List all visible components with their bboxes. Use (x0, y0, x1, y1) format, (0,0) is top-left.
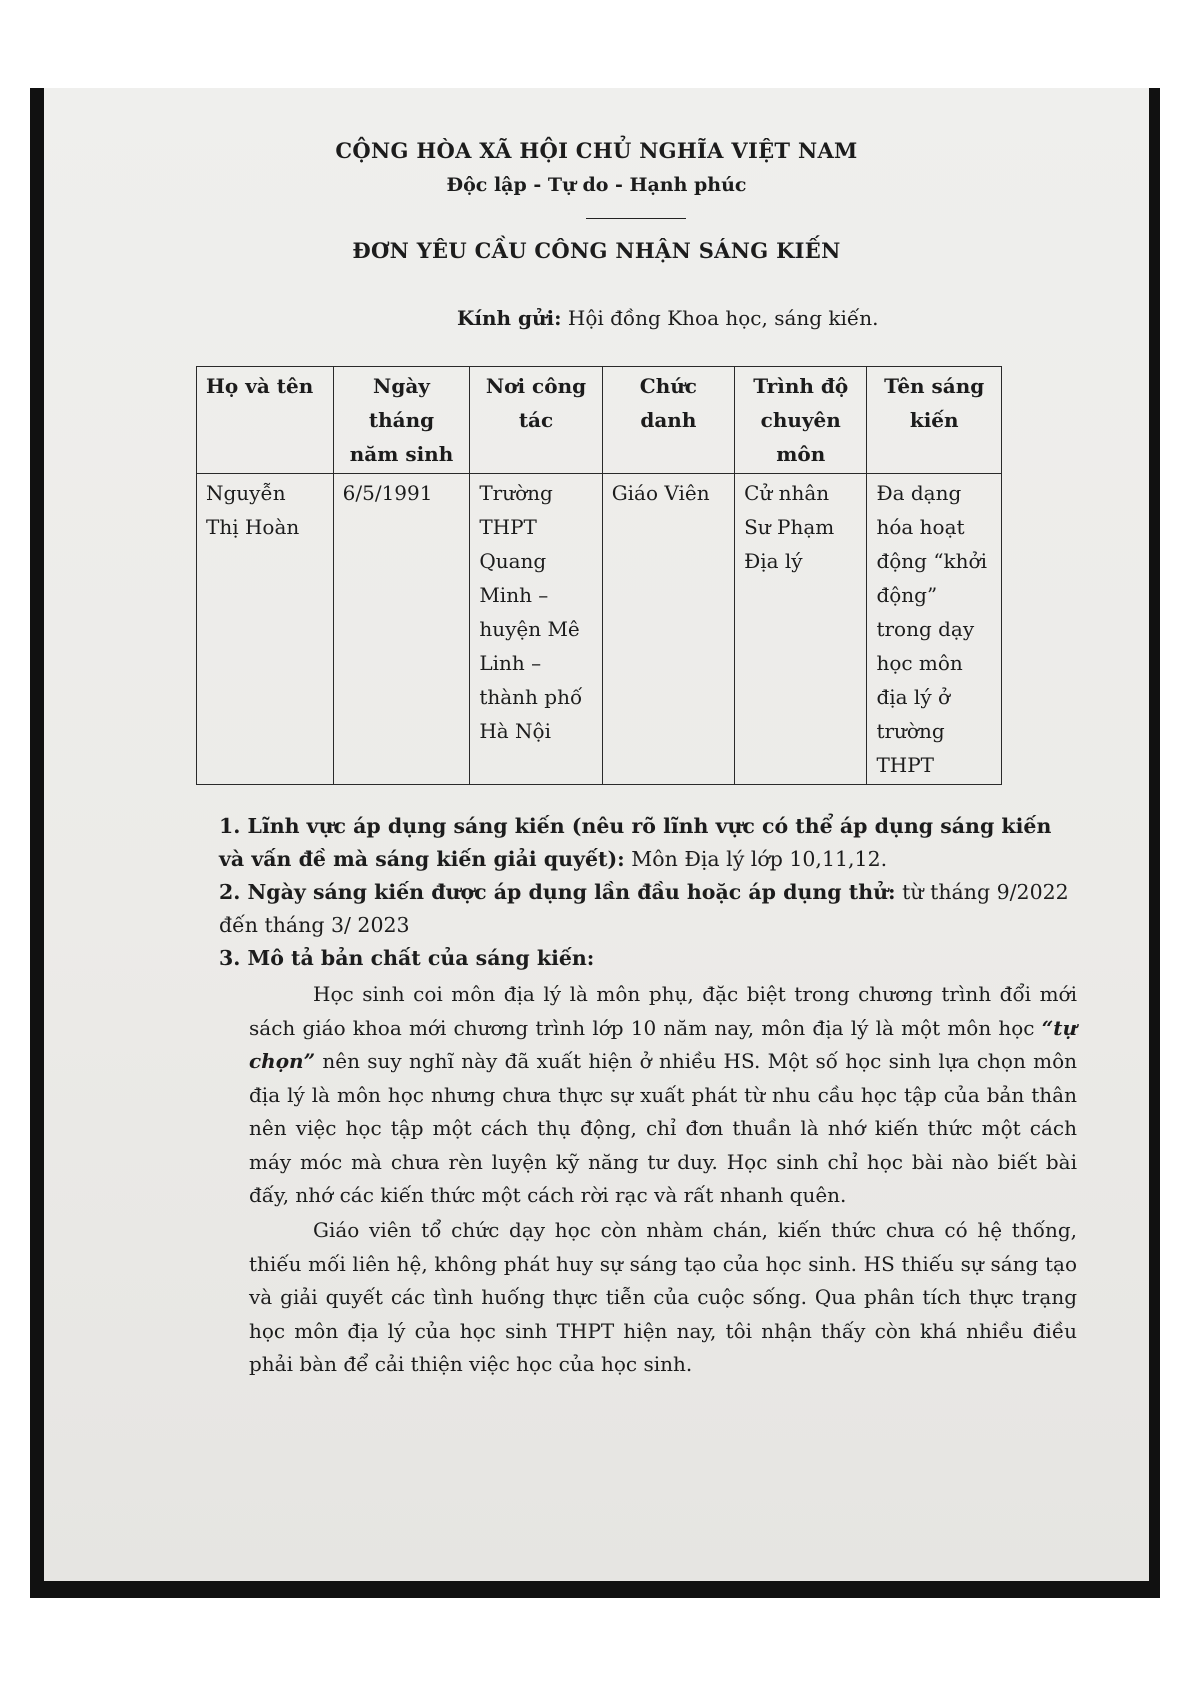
header-workplace: Nơi công tác (470, 367, 602, 474)
section-1-label: 1. Lĩnh vực áp dụng sáng kiến (nêu rõ lĩnh vực có thể áp dụng sáng kiến và vấn đề mà sáng kiến giải quyết): (219, 814, 1052, 871)
section-2 (219, 876, 1077, 942)
document-title: ĐƠN YÊU CẦU CÔNG NHẬN SÁNG KIẾN (352, 238, 841, 263)
greeting-label: Kính gửi: (457, 306, 562, 330)
author-info-table (196, 366, 1002, 785)
header-qualification: Trình độ chuyên môn (735, 367, 867, 474)
document-page (44, 88, 1149, 1581)
paragraph-1-emphasis: “tự chọn” (249, 1015, 1077, 1073)
cell-initiative-name: Đa dạng hóa hoạt động “khởi động” trong dạy học môn địa lý ở trường THPT (867, 474, 1002, 785)
greeting-line (457, 306, 878, 330)
header-initiative-name: Tên sáng kiến (867, 367, 1002, 474)
cell-birthdate: 6/5/1991 (333, 474, 470, 785)
paragraph-1-part-b: nên suy nghĩ này đã xuất hiện ở nhiều HS. Một số học sinh lựa chọn môn địa lý là môn học nhưng chưa thực sự xuất phát từ nhu cầu học tập của bản thân nên việc học tập một cách thụ động, chỉ đơn thuần là nhớ kiến thức một cách máy móc mà chưa rèn luyện kỹ năng tư duy. Học sinh chỉ học bài nào biết bài đấy, nhớ các kiến thức một cách rời rạc và rất nhanh quên. (249, 1049, 1077, 1207)
section-3-label: 3. Mô tả bản chất của sáng kiến: (219, 946, 595, 970)
cell-workplace: Trường THPT Quang Minh – huyện Mê Linh – thành phố Hà Nội (470, 474, 602, 785)
section-2-value: từ tháng 9/2022 đến tháng 3/ 2023 (219, 880, 1069, 937)
table-row (197, 474, 1002, 785)
header-birthdate: Ngày tháng năm sinh (333, 367, 470, 474)
motto-heading: Độc lập - Tự do - Hạnh phúc (446, 174, 747, 196)
section-1-value: Môn Địa lý lớp 10,11,12. (631, 847, 888, 871)
document-photo (30, 88, 1160, 1598)
header-name: Họ và tên (197, 367, 334, 474)
greeting-recipient: Hội đồng Khoa học, sáng kiến. (567, 306, 879, 330)
table-header-row (197, 367, 1002, 474)
header-position: Chức danh (602, 367, 734, 474)
heading-divider (586, 218, 686, 219)
cell-position: Giáo Viên (602, 474, 734, 785)
description-paragraph-1 (249, 978, 1077, 1213)
cell-name: Nguyễn Thị Hoàn (197, 474, 334, 785)
paragraph-1-part-a: Học sinh coi môn địa lý là môn phụ, đặc biệt trong chương trình đổi mới sách giáo khoa mới chương trình lớp 10 năm nay, môn địa lý là một môn học (249, 982, 1077, 1040)
cell-qualification: Cử nhân Sư Phạm Địa lý (735, 474, 867, 785)
section-1 (219, 810, 1077, 876)
description-paragraph-2: Giáo viên tổ chức dạy học còn nhàm chán, kiến thức chưa có hệ thống, thiếu mối liên hệ, không phát huy sự sáng tạo của học sinh. HS thiếu sự sáng tạo và giải quyết các tình huống thực tiễn của cuộc sống. Qua phân tích thực trạng học môn địa lý của học sinh THPT hiện nay, tôi nhận thấy còn khá nhiều điều phải bàn để cải thiện việc học của học sinh. (249, 1218, 1077, 1376)
country-heading: CỘNG HÒA XÃ HỘI CHỦ NGHĨA VIỆT NAM (335, 138, 858, 163)
section-2-label: 2. Ngày sáng kiến được áp dụng lần đầu hoặc áp dụng thử: (219, 880, 896, 904)
